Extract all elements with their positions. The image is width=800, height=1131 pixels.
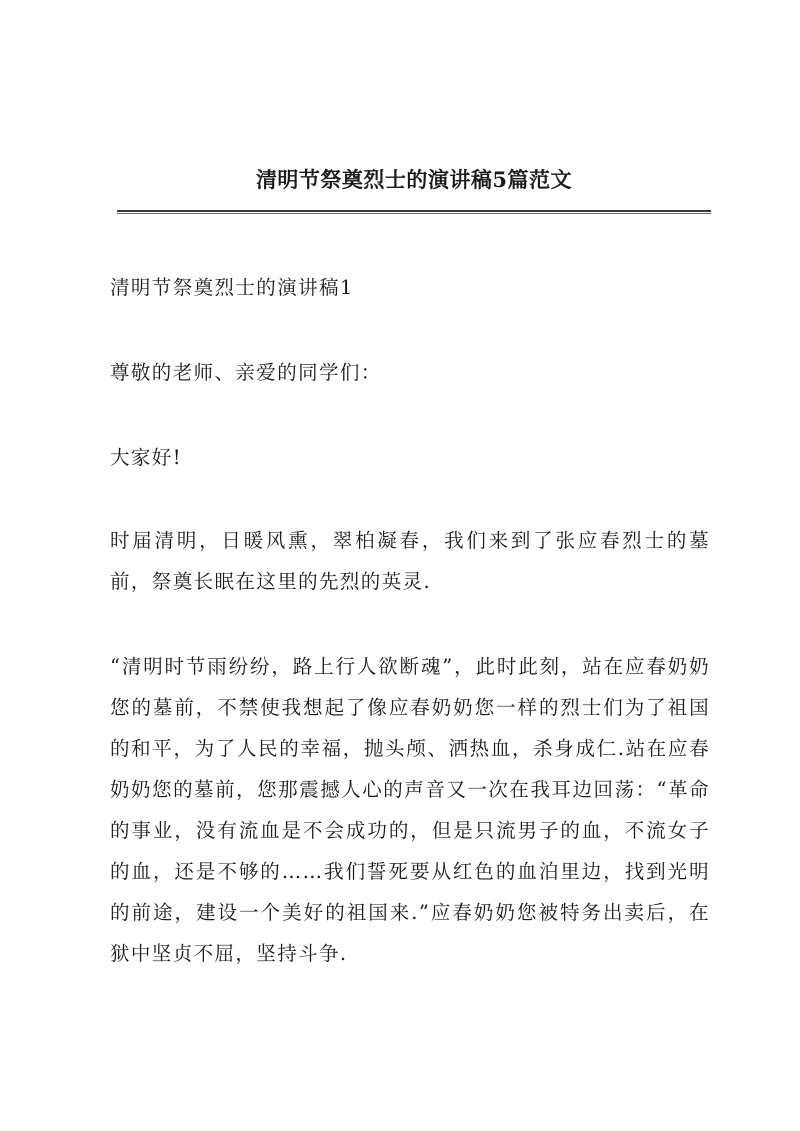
body-paragraph: 时届清明，日暖风熏，翠柏凝春，我们来到了张应春烈士的墓前，祭奠长眠在这里的先烈的英灵. bbox=[110, 529, 710, 593]
body-paragraph: “清明时节雨纷纷，路上行人欲断魂”，此时此刻，站在应春奶奶您的墓前，不禁使我想起了像应春奶奶您一样的烈士们为了祖国的和平，为了人民的幸福，抛头颅、洒热血，杀身成仁.站在应春奶奶您的墓前，您那震撼人心的声音又一次在我耳边回荡：“革命的事业，没有流血是不会成功的，但是只流男子的血，不流女子的血，还是不够的……我们誓死要从红色的血泊里边，找到光明的前途，建设一个美好的祖国来.”应春奶奶您被特务出卖后，在狱中坚贞不屈，坚持斗争. bbox=[110, 655, 710, 965]
salutation: 尊敬的老师、亲爱的同学们： bbox=[110, 361, 382, 384]
greeting: 大家好! bbox=[110, 446, 182, 469]
section-heading: 清明节祭奠烈士的演讲稿1 bbox=[110, 276, 354, 299]
title-divider bbox=[117, 210, 711, 212]
title-divider-thin bbox=[117, 213, 711, 214]
document-title: 清明节祭奠烈士的演讲稿5篇范文 bbox=[255, 167, 573, 192]
